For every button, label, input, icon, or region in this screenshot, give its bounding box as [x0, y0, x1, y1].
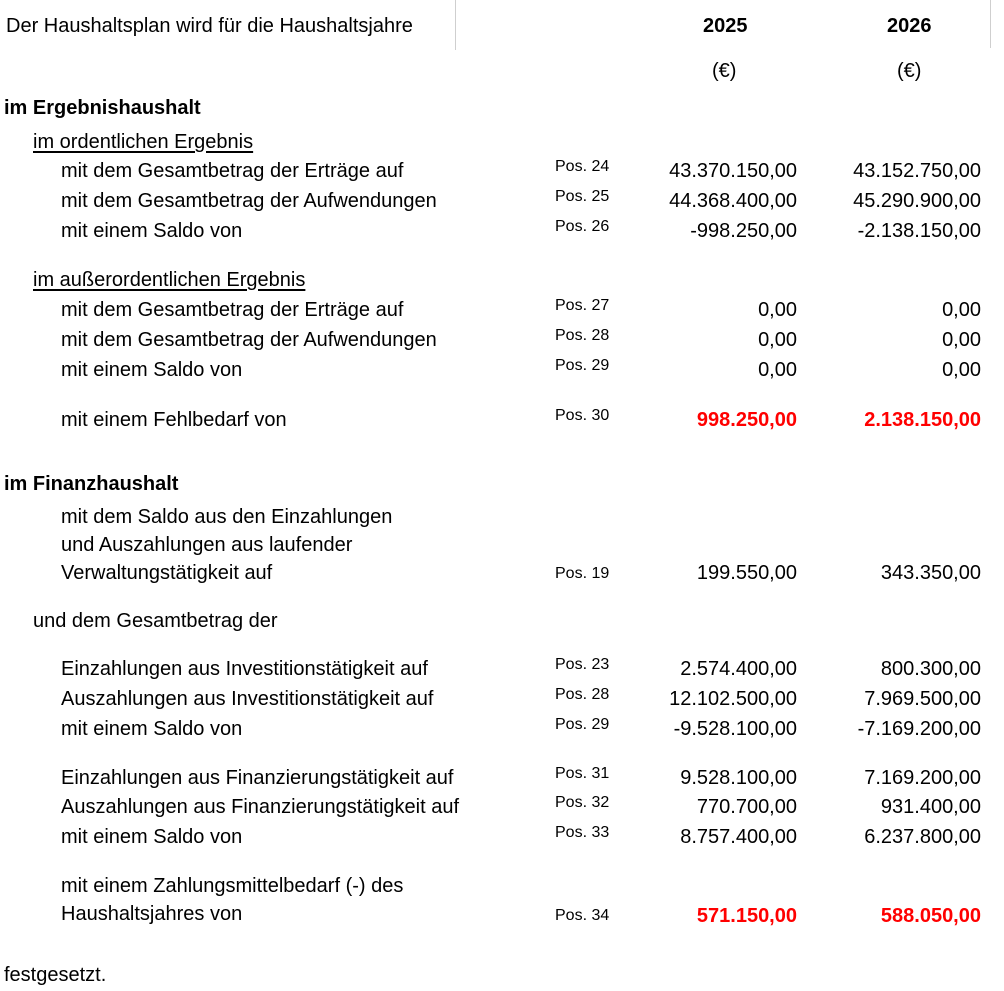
row-value-2026: -7.169.200,00 — [857, 718, 981, 740]
row-value-2025: 2.574.400,00 — [680, 658, 797, 680]
row-value-2025: 0,00 — [758, 299, 797, 321]
fehlbedarf-pos: Pos. 30 — [555, 407, 610, 424]
row-value-2026: 7.969.500,00 — [864, 688, 981, 710]
laufend-line1: mit dem Saldo aus den Einzahlungen — [61, 506, 393, 528]
row-pos: Pos. 33 — [555, 824, 610, 841]
intro-text: Der Haushaltsplan wird für die Haushaltsjahre — [6, 15, 413, 37]
row-pos: Pos. 29 — [555, 716, 610, 733]
bedarf-2026: 588.050,00 — [880, 905, 981, 927]
fehlbedarf-2026: 2.138.150,00 — [864, 409, 981, 431]
row-value-2026: 931.400,00 — [880, 796, 981, 818]
row-label: mit dem Gesamtbetrag der Aufwendungen — [61, 190, 437, 212]
fehlbedarf-2025: 998.250,00 — [696, 409, 797, 431]
row-value-2026: -2.138.150,00 — [857, 220, 981, 242]
row-value-2026: 0,00 — [942, 299, 981, 321]
year-2025-header: 2025 — [703, 15, 748, 37]
ergebnishaushalt-heading: im Ergebnishaushalt — [4, 97, 201, 119]
row-label: Auszahlungen aus Investitionstätigkeit auf — [61, 688, 434, 710]
ausserordentlich-heading: im außerordentlichen Ergebnis — [33, 269, 306, 291]
row-value-2025: -998.250,00 — [690, 220, 797, 242]
row-value-2026: 800.300,00 — [880, 658, 981, 680]
row-label: mit einem Saldo von — [61, 826, 243, 848]
row-label: mit dem Gesamtbetrag der Erträge auf — [61, 299, 404, 321]
row-value-2025: 9.528.100,00 — [680, 767, 797, 789]
unit-2026: (€) — [897, 60, 922, 82]
bedarf-pos: Pos. 34 — [555, 907, 610, 924]
row-value-2025: 770.700,00 — [696, 796, 797, 818]
row-label: mit einem Saldo von — [61, 359, 243, 381]
unit-2025: (€) — [712, 60, 737, 82]
row-value-2025: 0,00 — [758, 359, 797, 381]
row-pos: Pos. 23 — [555, 656, 610, 673]
row-value-2025: 8.757.400,00 — [680, 826, 797, 848]
sheet-edge — [990, 0, 1004, 48]
row-value-2025: 12.102.500,00 — [669, 688, 797, 710]
row-pos: Pos. 28 — [555, 686, 610, 703]
row-value-2025: 43.370.150,00 — [669, 160, 797, 182]
ordentlich-heading: im ordentlichen Ergebnis — [33, 131, 254, 153]
row-pos: Pos. 26 — [555, 218, 610, 235]
row-pos: Pos. 31 — [555, 765, 610, 782]
row-label: Einzahlungen aus Investitionstätigkeit auf — [61, 658, 428, 680]
row-value-2026: 0,00 — [942, 329, 981, 351]
row-value-2025: -9.528.100,00 — [673, 718, 797, 740]
gesamtbetrag-label: und dem Gesamtbetrag der — [33, 610, 278, 632]
row-pos: Pos. 25 — [555, 188, 610, 205]
row-value-2025: 0,00 — [758, 329, 797, 351]
bedarf-line2: Haushaltsjahres von — [61, 903, 243, 925]
row-label: mit dem Gesamtbetrag der Aufwendungen — [61, 329, 437, 351]
row-value-2026: 43.152.750,00 — [853, 160, 981, 182]
row-pos: Pos. 28 — [555, 327, 610, 344]
laufend-2025: 199.550,00 — [696, 562, 797, 584]
laufend-pos: Pos. 19 — [555, 565, 610, 582]
finanzhaushalt-heading: im Finanzhaushalt — [4, 473, 179, 495]
row-label: Auszahlungen aus Finanzierungstätigkeit auf — [61, 796, 460, 818]
row-label: mit einem Saldo von — [61, 718, 243, 740]
row-pos: Pos. 29 — [555, 357, 610, 374]
laufend-line2: und Auszahlungen aus laufender — [61, 534, 353, 556]
bedarf-line1: mit einem Zahlungsmittelbedarf (-) des — [61, 875, 404, 897]
row-value-2026: 0,00 — [942, 359, 981, 381]
laufend-2026: 343.350,00 — [880, 562, 981, 584]
row-label: mit dem Gesamtbetrag der Erträge auf — [61, 160, 404, 182]
year-2026-header: 2026 — [887, 15, 932, 37]
row-label: Einzahlungen aus Finanzierungstätigkeit auf — [61, 767, 454, 789]
row-value-2026: 6.237.800,00 — [864, 826, 981, 848]
laufend-line3: Verwaltungstätigkeit auf — [61, 562, 273, 584]
row-value-2026: 45.290.900,00 — [853, 190, 981, 212]
row-value-2026: 7.169.200,00 — [864, 767, 981, 789]
row-pos: Pos. 32 — [555, 794, 610, 811]
bedarf-2025: 571.150,00 — [696, 905, 797, 927]
row-pos: Pos. 24 — [555, 158, 610, 175]
row-pos: Pos. 27 — [555, 297, 610, 314]
row-value-2025: 44.368.400,00 — [669, 190, 797, 212]
row-label: mit einem Saldo von — [61, 220, 243, 242]
fehlbedarf-label: mit einem Fehlbedarf von — [61, 409, 287, 431]
festgesetzt-text: festgesetzt. — [4, 964, 107, 986]
